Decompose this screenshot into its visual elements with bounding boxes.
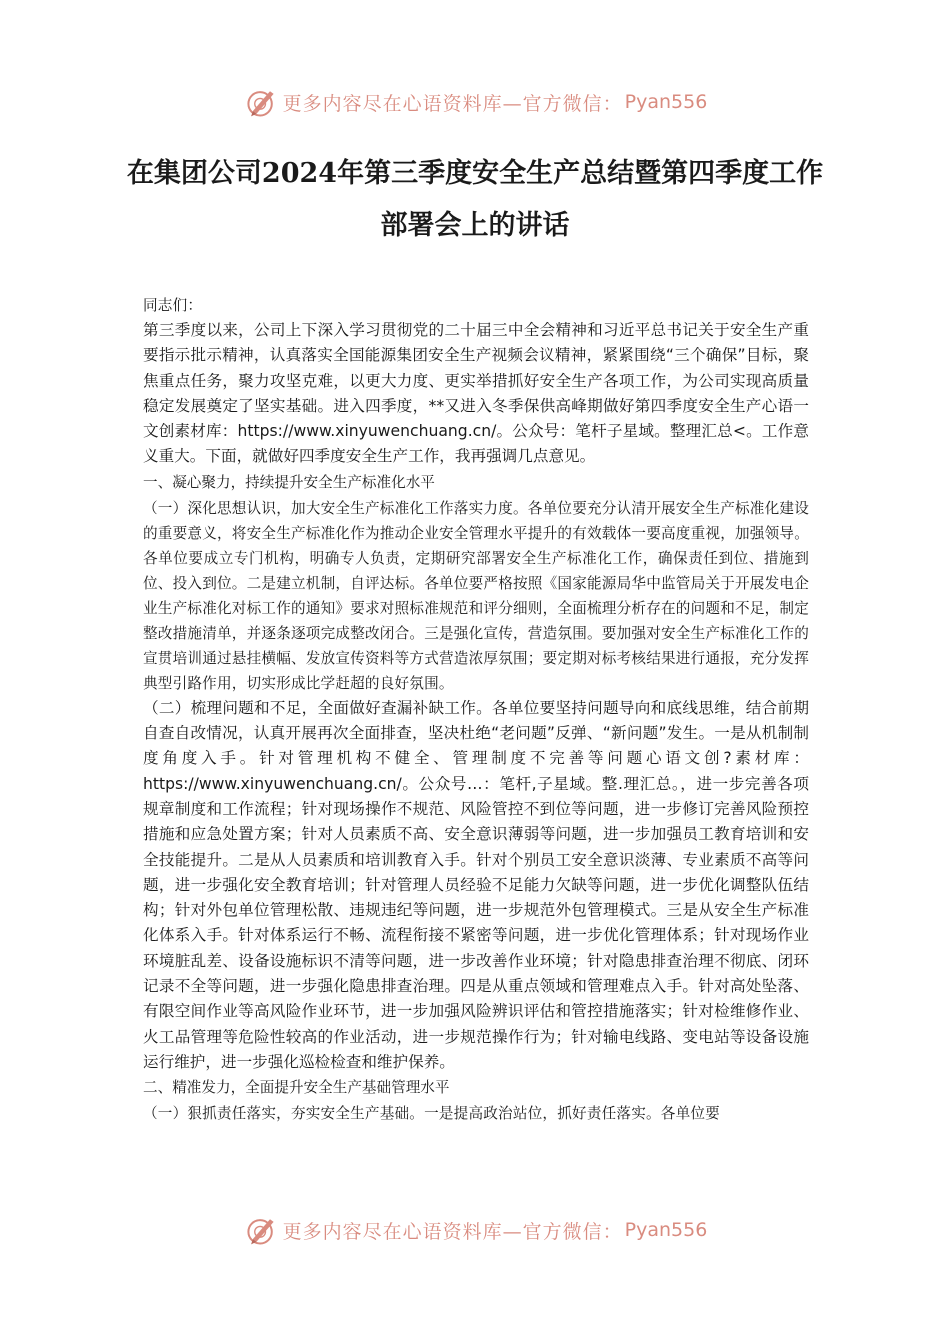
watermark-banner-top (0, 82, 950, 122)
pen-logo-icon (243, 84, 279, 120)
section-1-heading: 一、凝心聚力，持续提升安全生产标准化水平 (143, 473, 435, 491)
watermark-wechat-id: Pyan556 (624, 1219, 708, 1241)
salutation: 同志们： (143, 297, 203, 314)
watermark-text: 更多内容尽在心语资料库—官方微信： (282, 1220, 623, 1243)
document-title: 在集团公司2024年第三季度安全生产总结暨第四季度工作部署会上的讲话 (126, 158, 824, 241)
pen-logo-icon (243, 1212, 279, 1248)
watermark-banner-bottom (0, 1210, 950, 1250)
section-1-paragraph-1: （一）深化思想认识，加大安全生产标准化工作落实力度。各单位要充分认清开展安全生产标准化建设的重要意义，将安全生产标准化作为推动企业安全管理水平提升的有效载体一要高度重视，加强领导。各单位要成立专门机构，明确专人负责，定期研究部署安全生产标准化工作，确保责任到位、措施到位、投入到位。二是建立机制，自评达标。各单位要严格按照《国家能源局华中监管局关于开展发电企业生产标准化对标工作的通知》要求对照标准规范和评分细则，全面梳理分析存在的问题和不足，制定整改措施清单，并逐条逐项完成整改闭合。三是强化宣传，营造氛围。要加强对安全生产标准化工作的宣贯培训通过悬挂横幅、发放宣传资料等方式营造浓厚氛围；要定期对标考核结果进行通报，充分发挥典型引路作用，切实形成比学赶超的良好氛围。 (143, 499, 809, 692)
watermark-text: 更多内容尽在心语资料库—官方微信： (282, 92, 623, 115)
section-2-heading: 二、精准发力，全面提升安全生产基础管理水平 (143, 1079, 450, 1097)
document-body (143, 293, 809, 1126)
section-2-paragraph-1: （一）狠抓责任落实，夯实安全生产基础。一是提高政治站位，抓好责任落实。各单位要 (143, 1105, 720, 1123)
section-1-paragraph-2: （二）梳理问题和不足，全面做好查漏补缺工作。各单位要坚持问题导向和底线思维，结合前期自查自改情况，认真开展再次全面排查，坚决杜绝“老问题”反弹、“新问题”发生。一是从机制制度角度入手。针对管理机构不健全、管理制度不完善等问题心语文创?素材库：https://www.xinyuwenchuang.cn/。公众号…：笔杆,子星域。整.理汇总。，进一步完善各项规章制度和工作流程；针对现场操作不规范、风险管控不到位等问题，进一步修订完善风险预控措施和应急处置方案；针对人员素质不高、安全意识薄弱等问题，进一步加强员工教育培训和安全技能提升。二是从人员素质和培训教育入手。针对个别员工安全意识淡薄、专业素质不高等问题，进一步强化安全教育培训；针对管理人员经验不足能力欠缺等问题，进一步优化调整队伍结构；针对外包单位管理松散、违规违纪等问题，进一步规范外包管理模式。三是从安全生产标准化体系入手。针对体系运行不畅、流程衔接不紧密等问题，进一步优化管理体系；针对现场作业环境脏乱差、设备设施标识不清等问题，进一步改善作业环境；针对隐患排查治理不彻底、闭环记录不全等问题，进一步强化隐患排查治理。四是从重点领域和管理难点入手。针对高处坠落、有限空间作业等高风险作业环节，进一步加强风险辨识评估和管控措施落实；针对检维修作业、火工品管理等危险性较高的作业活动，进一步规范操作行为；针对输电线路、变电站等设备设施运行维护，进一步强化巡检检查和维护保养。 (143, 698, 809, 1071)
watermark-wechat-id: Pyan556 (624, 91, 708, 113)
intro-paragraph: 第三季度以来，公司上下深入学习贯彻党的二十届三中全会精神和习近平总书记关于安全生产重要指示批示精神，认真落实全国能源集团安全生产视频会议精神，紧紧围绕“三个确保”目标，聚焦重点任务，聚力攻坚克难，以更大力度、更实举措抓好安全生产各项工作，为公司实现高质量稳定发展奠定了坚实基础。进入四季度，**又进入冬季保供高峰期做好第四季度安全生产心语一文创素材库：https://www.xinyuwenchuang.cn/。公众号：笔杆子星域。整理汇总<。工作意义重大。下面，就做好四季度安全生产工作，我再强调几点意见。 (143, 321, 809, 466)
